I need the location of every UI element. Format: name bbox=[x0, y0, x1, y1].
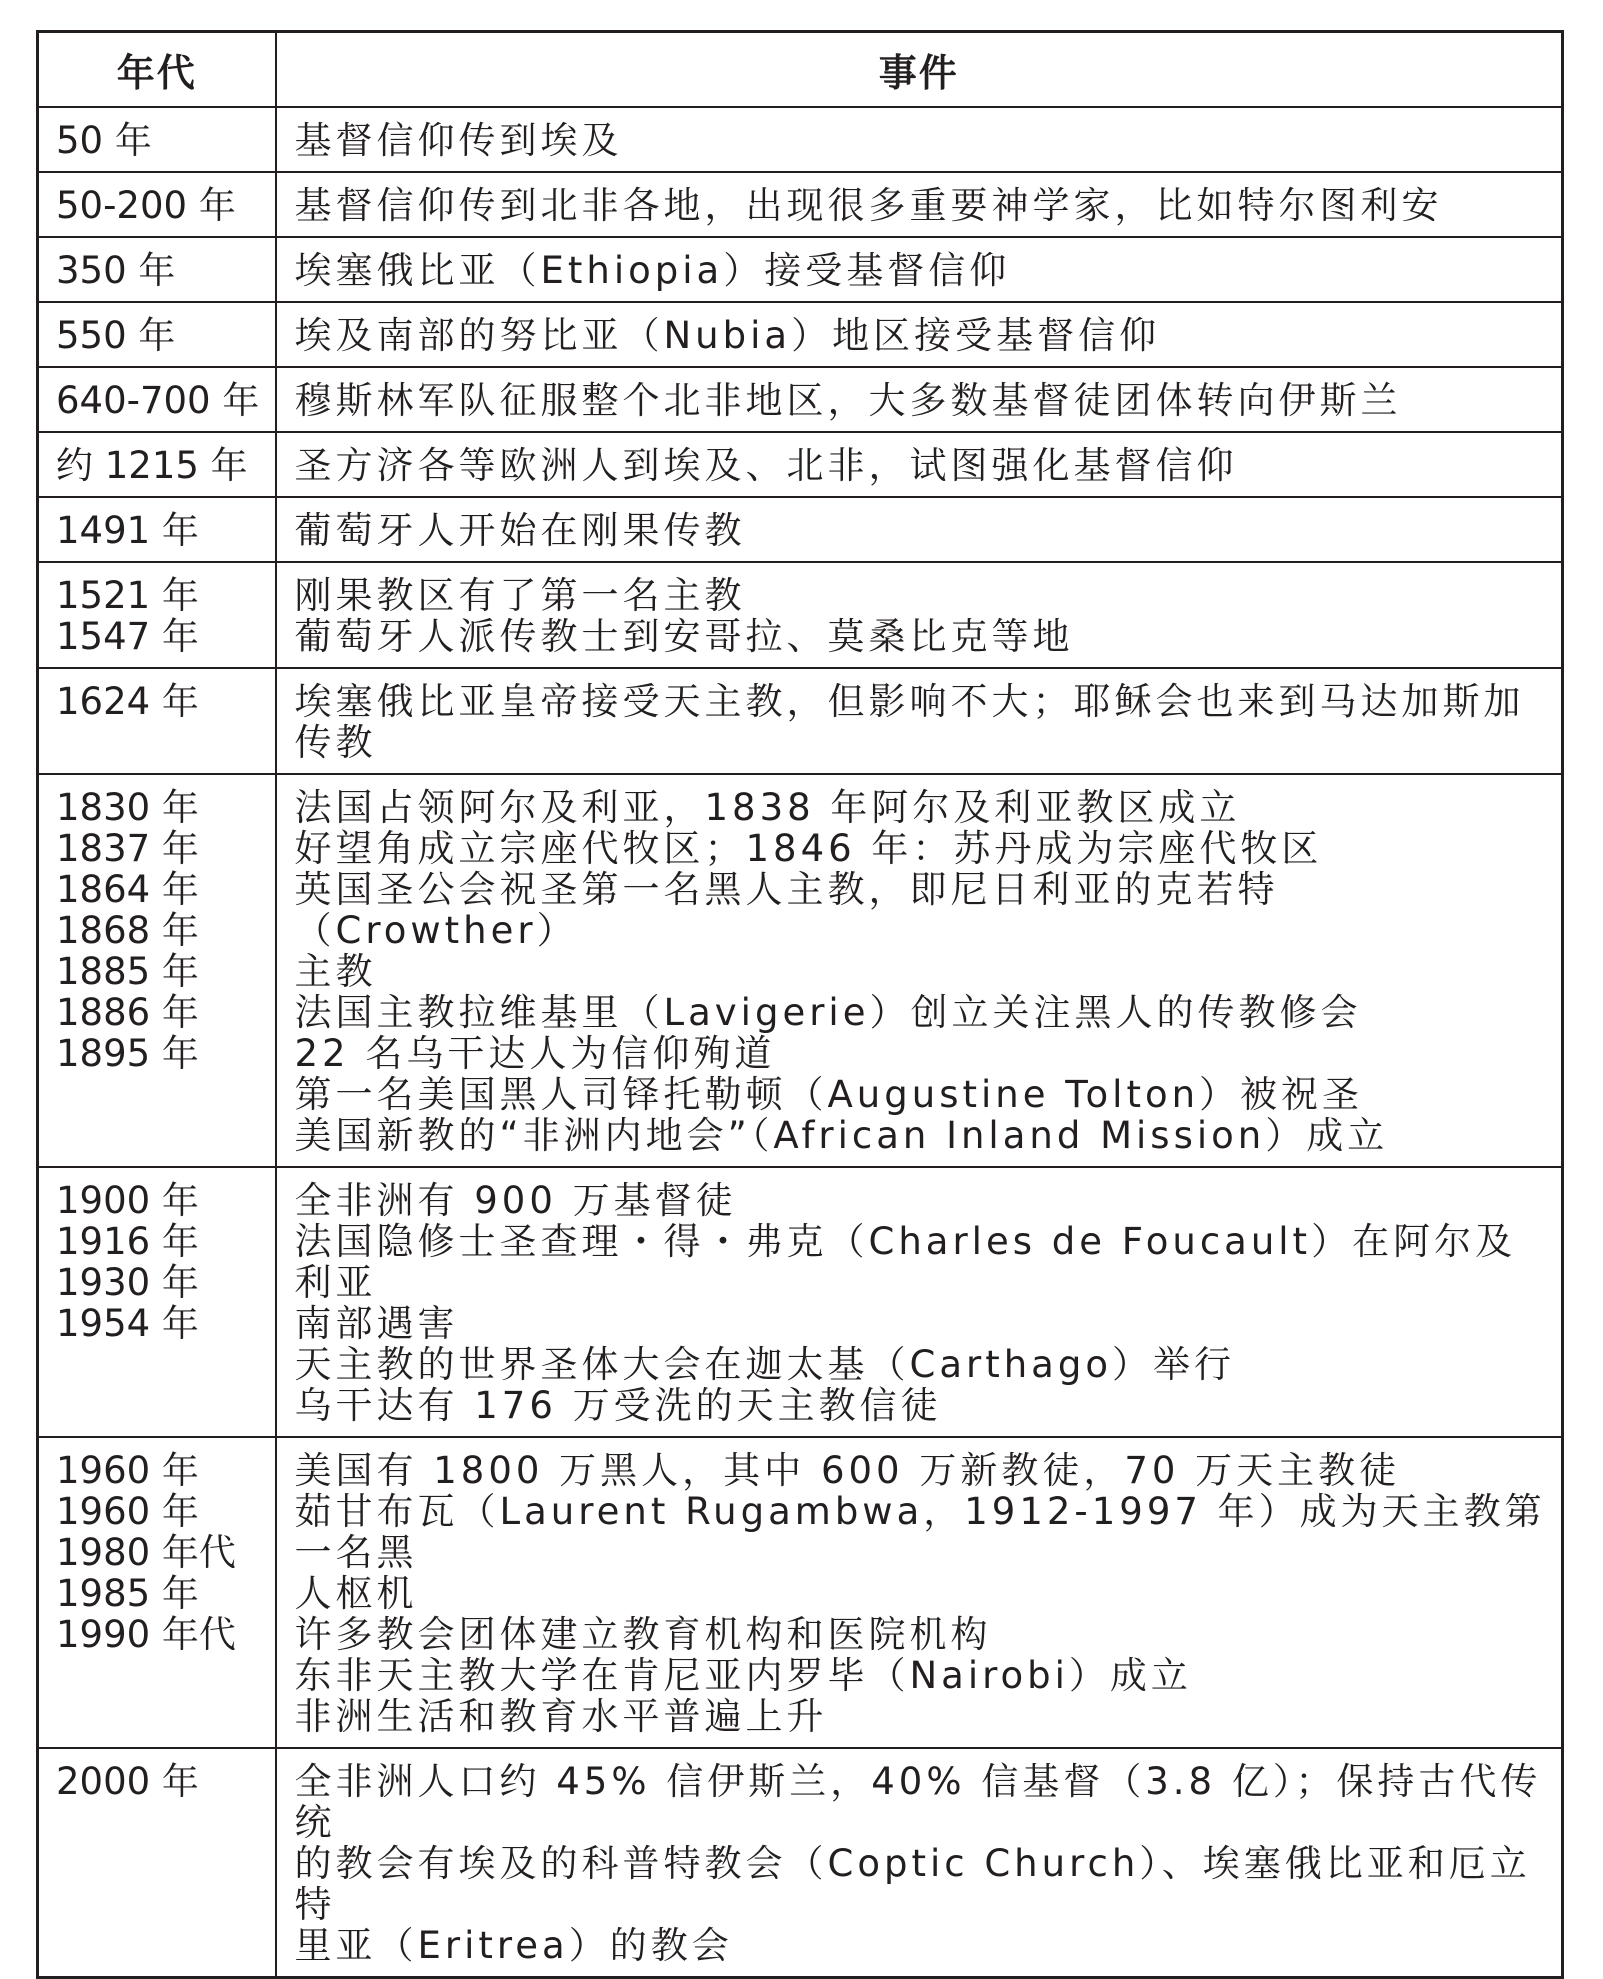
event-cell: 埃塞俄比亚（Ethiopia）接受基督信仰 bbox=[276, 237, 1563, 302]
table-row bbox=[38, 172, 1563, 237]
table-row bbox=[38, 497, 1563, 562]
table-row bbox=[38, 432, 1563, 497]
table-row bbox=[38, 237, 1563, 302]
table-row bbox=[38, 1437, 1563, 1748]
table-row bbox=[38, 1748, 1563, 1978]
year-cell: 约 1215 年 bbox=[38, 432, 276, 497]
header-event: 事件 bbox=[276, 32, 1563, 108]
table-row bbox=[38, 1167, 1563, 1437]
event-cell: 法国占领阿尔及利亚，1838 年阿尔及利亚教区成立 好望角成立宗座代牧区；1846 年：苏丹成为宗座代牧区 英国圣公会祝圣第一名黑人主教，即尼日利亚的克若特（Crowther） 主教 法国主教拉维基里（Lavigerie）创立关注黑人的传教修会 22 名乌干达人为信仰殉道 第一名美国黑人司铎托勒顿（Augustine Tolton）被祝圣 美国新教的“非洲内地会”（African Inland Mission）成立 bbox=[276, 774, 1563, 1167]
header-row bbox=[38, 32, 1563, 108]
year-cell: 50 年 bbox=[38, 107, 276, 172]
year-cell: 1521 年 1547 年 bbox=[38, 562, 276, 668]
year-cell: 550 年 bbox=[38, 302, 276, 367]
year-cell: 1900 年 1916 年 1930 年 1954 年 bbox=[38, 1167, 276, 1437]
event-cell: 穆斯林军队征服整个北非地区，大多数基督徒团体转向伊斯兰 bbox=[276, 367, 1563, 432]
table-row bbox=[38, 302, 1563, 367]
year-cell: 350 年 bbox=[38, 237, 276, 302]
table-row bbox=[38, 107, 1563, 172]
event-cell: 埃及南部的努比亚（Nubia）地区接受基督信仰 bbox=[276, 302, 1563, 367]
event-cell: 基督信仰传到埃及 bbox=[276, 107, 1563, 172]
year-cell: 1624 年 bbox=[38, 668, 276, 774]
event-cell: 葡萄牙人开始在刚果传教 bbox=[276, 497, 1563, 562]
year-cell: 640-700 年 bbox=[38, 367, 276, 432]
event-cell: 圣方济各等欧洲人到埃及、北非，试图强化基督信仰 bbox=[276, 432, 1563, 497]
table-row bbox=[38, 367, 1563, 432]
event-cell: 全非洲有 900 万基督徒 法国隐修士圣查理・得・弗克（Charles de Foucault）在阿尔及利亚 南部遇害 天主教的世界圣体大会在迦太基（Carthago）举行 乌干达有 176 万受洗的天主教信徒 bbox=[276, 1167, 1563, 1437]
table-row bbox=[38, 562, 1563, 668]
year-cell: 1491 年 bbox=[38, 497, 276, 562]
year-cell: 1830 年 1837 年 1864 年 1868 年 1885 年 1886 年 1895 年 bbox=[38, 774, 276, 1167]
event-cell: 埃塞俄比亚皇帝接受天主教，但影响不大；耶稣会也来到马达加斯加 传教 bbox=[276, 668, 1563, 774]
table-row bbox=[38, 668, 1563, 774]
event-cell: 全非洲人口约 45% 信伊斯兰，40% 信基督（3.8 亿）；保持古代传统 的教会有埃及的科普特教会（Coptic Church）、埃塞俄比亚和厄立特 里亚（Eritrea）的教会 bbox=[276, 1748, 1563, 1978]
event-cell: 美国有 1800 万黑人，其中 600 万新教徒，70 万天主教徒 茹甘布瓦（Laurent Rugambwa，1912-1997 年）成为天主教第一名黑 人枢机 许多教会团体建立教育机构和医院机构 东非天主教大学在肯尼亚内罗毕（Nairobi）成立 非洲生活和教育水平普遍上升 bbox=[276, 1437, 1563, 1748]
table-row bbox=[38, 774, 1563, 1167]
event-cell: 基督信仰传到北非各地，出现很多重要神学家，比如特尔图利安 bbox=[276, 172, 1563, 237]
header-year: 年代 bbox=[38, 32, 276, 108]
year-cell: 1960 年 1960 年 1980 年代 1985 年 1990 年代 bbox=[38, 1437, 276, 1748]
event-cell: 刚果教区有了第一名主教 葡萄牙人派传教士到安哥拉、莫桑比克等地 bbox=[276, 562, 1563, 668]
year-cell: 50-200 年 bbox=[38, 172, 276, 237]
timeline-table bbox=[36, 30, 1564, 1979]
year-cell: 2000 年 bbox=[38, 1748, 276, 1978]
